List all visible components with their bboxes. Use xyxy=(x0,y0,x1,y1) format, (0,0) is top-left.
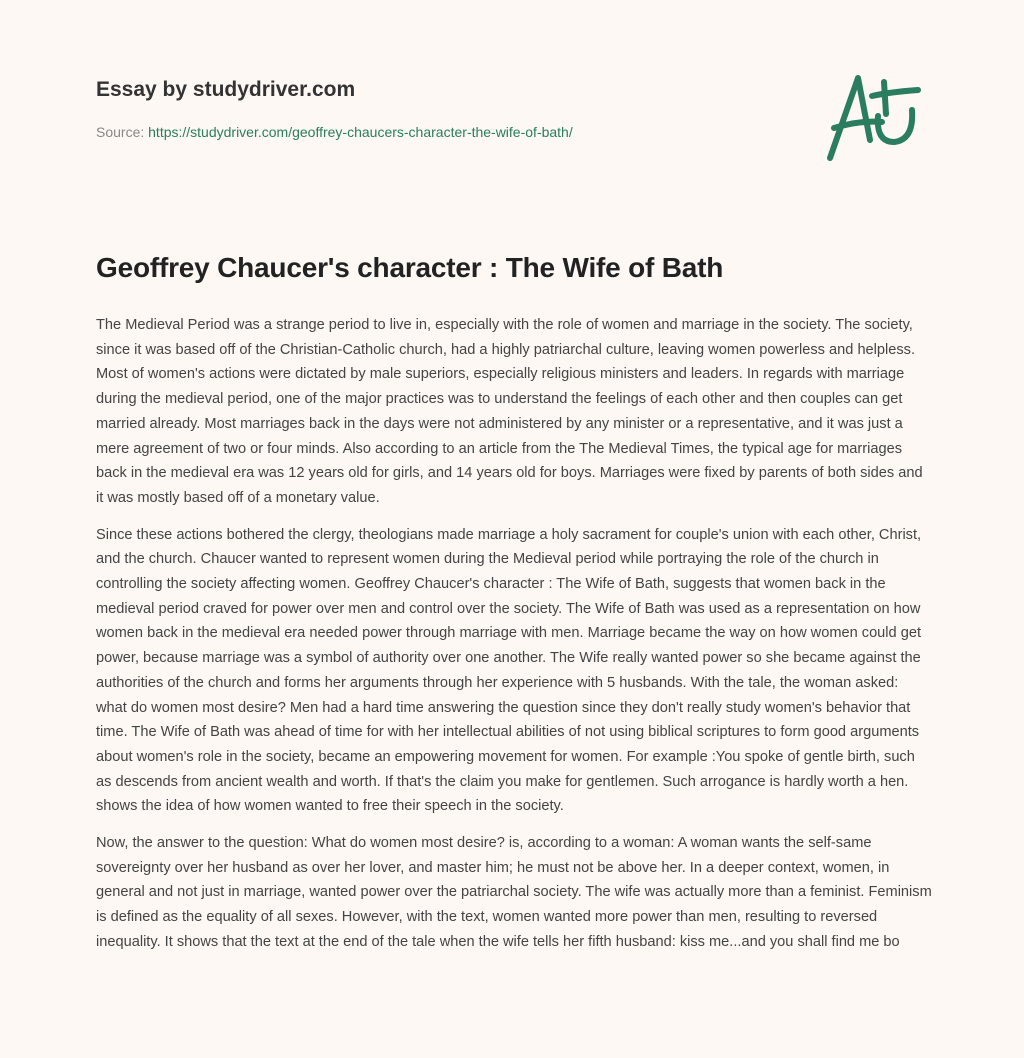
article-paragraph: The Medieval Period was a strange period to live in, especially with the role of women and marriage in the society. The society, since it was based off of the Christian-Catholic church, had a highly patriarchal culture, leaving women powerless and helpless. Most of women's actions were dictated by male superiors, especially religious ministers and leaders. In regards with marriage during the medieval period, one of the major practices was to understand the feelings of each other and then couples can get married already. Most marriages back in the days were not administered by any minister or a representative, and it was just a mere agreement of two or four minds. Also according to an article from the The Medieval Times, the typical age for marriages back in the medieval era was 12 years old for girls, and 14 years old for boys. Marriages were fixed by parents of both sides and it was mostly based off of a monetary value. xyxy=(96,317,923,506)
article-title: Geoffrey Chaucer's character : The Wife of Bath xyxy=(96,252,724,283)
source-link[interactable]: https://studydriver.com/geoffrey-chaucers-character-the-wife-of-bath/ xyxy=(148,124,573,140)
source-label: Source: xyxy=(96,124,145,140)
site-brand: Essay by studydriver.com xyxy=(96,78,356,101)
article-body xyxy=(96,313,932,967)
source-line xyxy=(96,124,573,140)
a-plus-logo-icon xyxy=(820,70,930,165)
article-paragraph: Now, the answer to the question: What do women most desire? is, according to a woman: A woman wants the self-same sovereignty over her husband as over her lover, and master him; he must not be above her. In a deeper context, women, in general and not just in marriage, wanted power over the patriarchal society. The wife was actually more than a feminist. Feminism is defined as the equality of all sexes. However, with the text, women wanted more power than men, resulting to reversed inequality. It shows that the text at the end of the tale when the wife tells her fifth husband: kiss me...and you shall find me bo xyxy=(96,835,932,950)
article-paragraph: Since these actions bothered the clergy, theologians made marriage a holy sacrament for couple's union with each other, Christ, and the church. Chaucer wanted to represent women during the Medieval period while portraying the role of the church in controlling the society affecting women. Geoffrey Chaucer's character : The Wife of Bath, suggests that women back in the medieval period craved for power over men and control over the society. The Wife of Bath was used as a representation on how women back in the medieval era needed power through marriage with men. Marriage became the way on how women could get power, because marriage was a symbol of authority over one another. The Wife really wanted power so she became against the authorities of the church and forms her arguments through her experience with 5 husbands. With the tale, the woman asked: what do women most desire? Men had a hard time answering the question since they don't really study women's behavior that time. The Wife of Bath was ahead of time for with her intellectual abilities of not using biblical scriptures to form good arguments about women's role in the society, became an empowering movement for women. For example :You spoke of gentle birth, such as descends from ancient wealth and worth. If that's the claim you make for gentlemen. Such arrogance is hardly worth a hen. shows the idea of how women wanted to free their speech in the society. xyxy=(96,526,922,815)
